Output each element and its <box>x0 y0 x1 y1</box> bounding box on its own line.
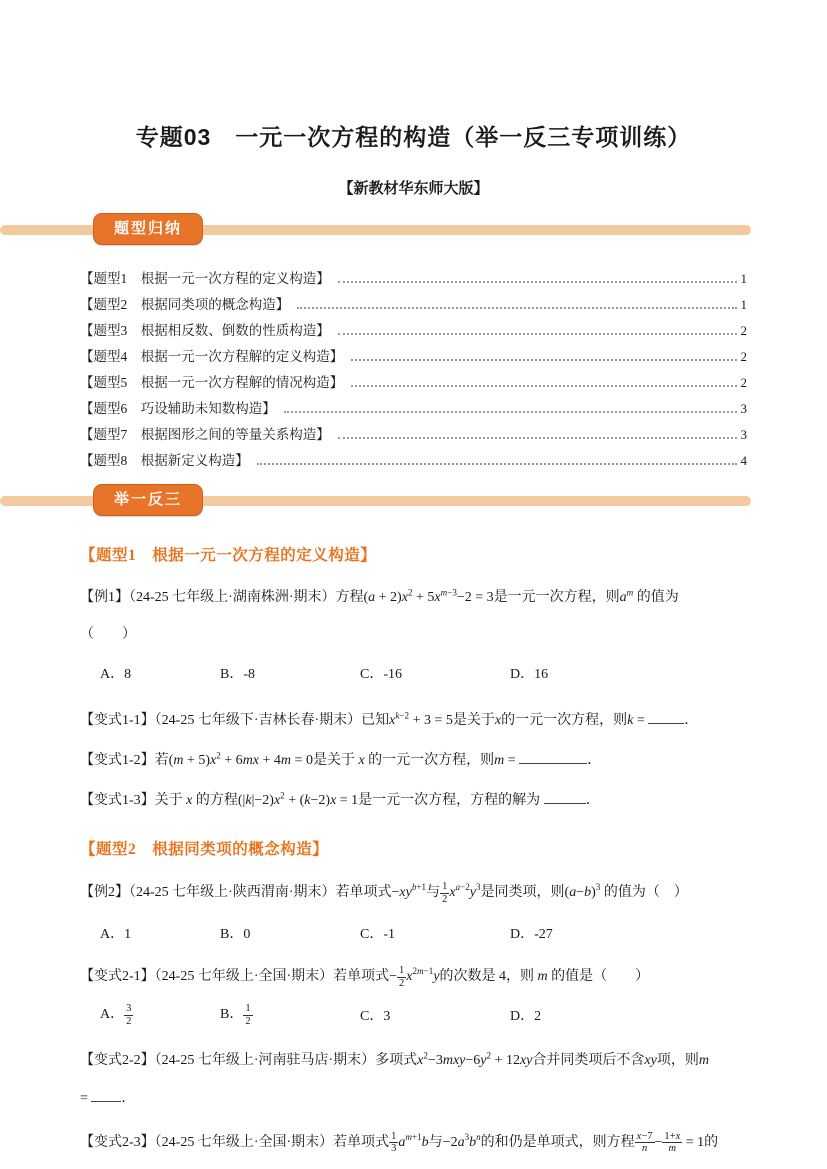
toc-page-number: 4 <box>740 453 747 469</box>
toc-dot-leader <box>338 281 737 283</box>
toc-item-label: 【题型1 根据一元一次方程的定义构造】 <box>80 271 330 287</box>
variant2-1-text: 【变式2-1】（24-25 七年级上·全国·期末）若单项式− $\frac{1}{2}$ $x^{2m-1}y$的次数是 4，则 m 的值是（ ） <box>80 965 650 989</box>
section-band-types-summary <box>80 213 747 246</box>
toc-dot-leader <box>351 385 736 387</box>
variant2-1-options-row <box>80 1003 747 1027</box>
toc-page-number: 1 <box>740 297 747 313</box>
toc-dot-leader <box>284 411 737 413</box>
section-band-practice <box>80 484 747 517</box>
toc-item-label: 【题型8 根据新定义构造】 <box>80 453 249 469</box>
option-a: A． $\frac{3}{2}$ <box>100 1003 132 1027</box>
option-c: C．3 <box>360 1009 391 1025</box>
toc-dot-leader <box>338 333 737 335</box>
toc-item <box>80 296 747 314</box>
toc-page-number: 3 <box>740 427 747 443</box>
toc-dot-leader <box>338 437 737 439</box>
toc-item <box>80 400 747 418</box>
toc-page-number: 2 <box>740 375 747 391</box>
option-a: A．8 <box>100 667 132 683</box>
toc-item <box>80 322 747 340</box>
page-subtitle: 【新教材华东师大版】 <box>338 181 489 198</box>
toc-page-number: 3 <box>740 401 747 417</box>
variant1-3-text: 【变式1-3】关于 x 的方程$(|k|-2)x^2 + (k-2)x = 1$是一元一次方程，方程的解为 ． <box>80 790 600 809</box>
toc-page-number: 2 <box>740 323 747 339</box>
table-of-contents <box>80 270 747 470</box>
toc-item-label: 【题型5 根据一元一次方程解的情况构造】 <box>80 375 344 391</box>
option-d: D．2 <box>510 1009 542 1025</box>
example1-answer-parentheses: （ ） <box>80 627 136 643</box>
option-c: C．-16 <box>360 667 402 683</box>
variant2-3-text: 【变式2-3】（24-25 七年级上·全国·期末）若单项式 $\frac{1}{3}$ $a^{m+1}b$与$-2a^3b^n$的和仍是单项式，则方程 $\frac{x-7}{n}$ − $\frac{1+x}{m}$ = 1的 <box>80 1130 719 1155</box>
toc-item-label: 【题型7 根据图形之间的等量关系构造】 <box>80 427 330 443</box>
example2-options-row <box>80 923 747 943</box>
option-d: D．16 <box>510 667 549 683</box>
toc-item <box>80 452 747 470</box>
practice-badge: 举一反三 <box>93 484 203 516</box>
option-b: B． $\frac{1}{2}$ <box>220 1003 251 1027</box>
variant2-2-text: 【变式2-2】（24-25 七年级上·河南驻马店·期末）多项式$x^2-3mxy-6y^2 + 12xy$合并同类项后不含xy项，则m <box>80 1049 709 1068</box>
variant1-2-text: 【变式1-2】若$(m + 5)x^2 + 6mx + 4m = 0$是关于 x 的一元一次方程，则m = ． <box>80 750 602 769</box>
toc-item <box>80 374 747 392</box>
option-a: A．1 <box>100 927 132 943</box>
toc-item-label: 【题型3 根据相反数、倒数的性质构造】 <box>80 323 330 339</box>
example1-options-row <box>80 663 747 683</box>
types-summary-badge: 题型归纳 <box>93 213 203 245</box>
toc-item-label: 【题型6 巧设辅助未知数构造】 <box>80 401 276 417</box>
toc-item <box>80 426 747 444</box>
toc-item <box>80 348 747 366</box>
option-b: B．-8 <box>220 667 255 683</box>
toc-dot-leader <box>297 307 736 309</box>
toc-item <box>80 270 747 288</box>
variant1-1-text: 【变式1-1】（24-25 七年级下·吉林长春·期末）已知$x^{k-2} + 3 = 5$是关于x的一元一次方程，则k = ． <box>80 710 699 729</box>
page-title: 专题03 一元一次方程的构造（举一反三专项训练） <box>135 124 692 150</box>
toc-page-number: 1 <box>740 271 747 287</box>
option-d: D．-27 <box>510 927 553 943</box>
toc-item-label: 【题型4 根据一元一次方程解的定义构造】 <box>80 349 344 365</box>
section-heading-type1: 【题型1 根据一元一次方程的定义构造】 <box>80 547 377 565</box>
toc-item-label: 【题型2 根据同类项的概念构造】 <box>80 297 290 313</box>
option-c: C．-1 <box>360 927 395 943</box>
toc-dot-leader <box>351 359 736 361</box>
example2-text: 【例2】（24-25 七年级上·陕西渭南·期末）若单项式$-xy^{b+1}$与 $\frac{1}{2}$ $x^{a-2}y^3$是同类项，则$(a-b)^3$ 的值为（ ） <box>80 881 688 905</box>
option-b: B．0 <box>220 927 251 943</box>
variant2-2-blank-line: = ． <box>80 1087 747 1109</box>
example1-text: 【例1】（24-25 七年级上·湖南株洲·期末）方程$(a + 2)x^2 + 5x^{m-3}-2 = 3$是一元一次方程，则$a^m$ 的值为 <box>80 587 679 606</box>
section-heading-type2: 【题型2 根据同类项的概念构造】 <box>80 841 329 859</box>
toc-dot-leader <box>257 463 737 465</box>
toc-page-number: 2 <box>740 349 747 365</box>
